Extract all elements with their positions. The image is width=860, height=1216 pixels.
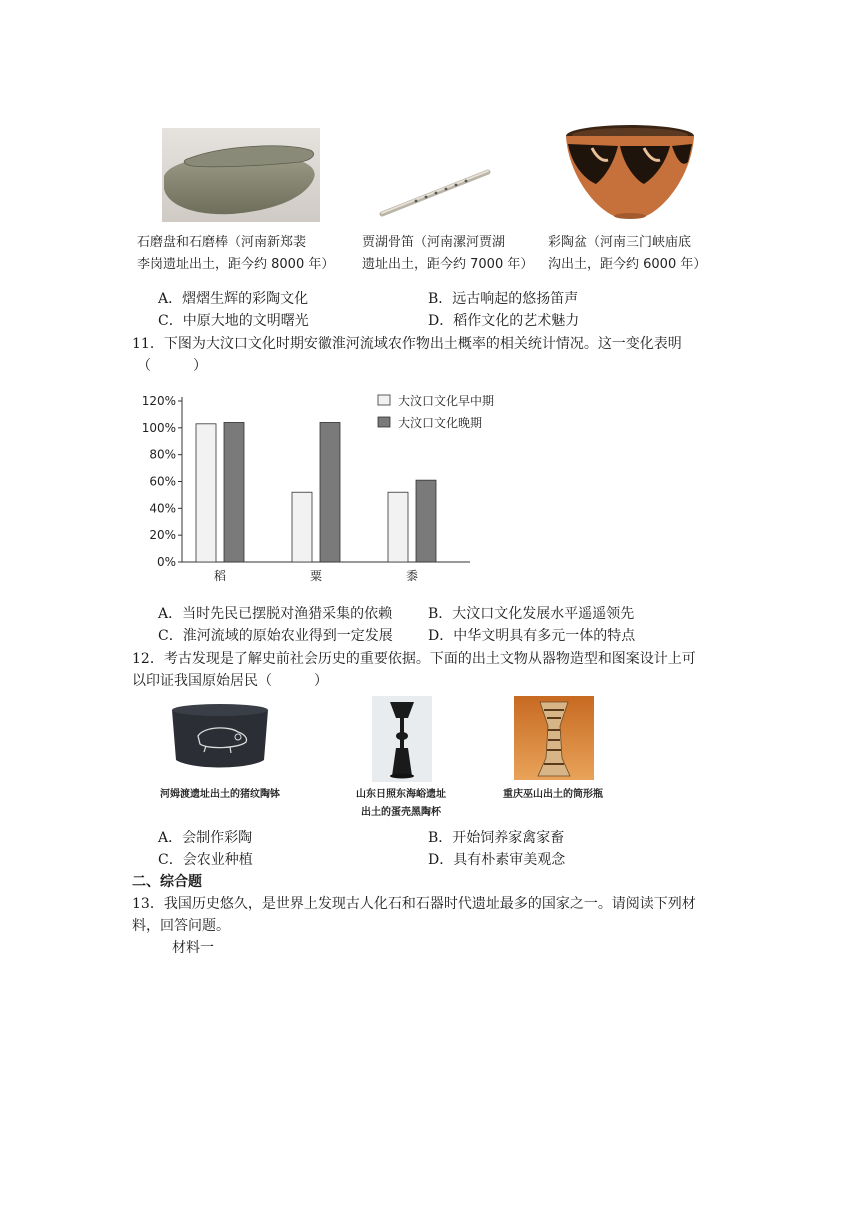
q11-option-c[interactable]: C．淮河流域的原始农业得到一定发展: [158, 628, 393, 644]
q12-question-cont: 以印证我国原始居民（ ）: [132, 673, 328, 689]
crop-probability-chart: [130, 385, 530, 590]
q11-question: 11．下图为大汶口文化时期安徽淮河流域农作物出土概率的相关统计情况。这一变化表明: [132, 336, 682, 352]
bar-early-2: [388, 492, 408, 562]
q10-option-b[interactable]: B．远古响起的悠扬笛声: [428, 291, 579, 307]
grinding-stone-caption: 石磨盘和石磨棒（河南新郑裴 李岗遗址出土，距今约 8000 年）: [137, 235, 335, 272]
black-cup-caption: 山东日照东海峪遗址 出土的蛋壳黑陶杯: [356, 789, 446, 818]
q13-question-cont: 料，回答问题。: [132, 918, 230, 934]
y-tick-label: 0%: [156, 555, 176, 569]
pig-pattern-bowl-image: [168, 700, 272, 774]
q11-option-b[interactable]: B．大汶口文化发展水平遥遥领先: [428, 606, 635, 622]
bar-late-1: [320, 422, 340, 562]
vase-caption: 重庆巫山出土的筒形瓶: [503, 789, 603, 800]
q12-option-c[interactable]: C．会农业种植: [158, 852, 253, 868]
legend-label-early: 大汶口文化早中期: [398, 394, 495, 408]
q10-option-c[interactable]: C．中原大地的文明曙光: [158, 313, 309, 329]
bone-flute-caption: 贾湖骨笛（河南漯河贾湖 遗址出土，距今约 7000 年）: [362, 235, 534, 272]
x-category-label: 黍: [405, 569, 419, 583]
x-axis-labels: [214, 568, 418, 583]
legend-label-late: 大汶口文化晚期: [398, 416, 483, 430]
grinding-stone-image: [162, 128, 320, 222]
q10-option-a[interactable]: A．熠熠生辉的彩陶文化: [158, 291, 309, 307]
eggshell-black-cup-image: [372, 696, 432, 782]
legend: [378, 393, 494, 430]
q12-option-d[interactable]: D．具有朴素审美观念: [428, 852, 566, 868]
q13-question: 13．我国历史悠久，是世界上发现古人化石和石器时代遗址最多的国家之一。请阅读下列材: [132, 896, 696, 912]
x-category-label: 稻: [213, 569, 227, 583]
bone-flute-image: [376, 168, 494, 218]
y-tick-label: 40%: [149, 501, 176, 516]
bar-early-1: [292, 492, 312, 562]
q10-option-d[interactable]: D．稻作文化的艺术魅力: [428, 313, 580, 329]
bar-late-0: [224, 422, 244, 562]
q12-question: 12．考古发现是了解史前社会历史的重要依据。下面的出土文物从器物造型和图案设计上可: [132, 651, 696, 667]
tubular-vase-image: [514, 696, 594, 780]
x-category-label: 粟: [309, 569, 323, 583]
q11-blank: （ ）: [137, 358, 207, 374]
pig-bowl-caption: 河姆渡遗址出土的猪纹陶钵: [160, 789, 280, 800]
y-tick-label: 60%: [149, 474, 176, 489]
y-tick-label: 120%: [141, 394, 176, 408]
pottery-basin-caption: 彩陶盆（河南三门峡庙底 沟出土，距今约 6000 年）: [548, 235, 707, 272]
q11-option-a[interactable]: A．当时先民已摆脱对渔猎采集的依赖: [158, 606, 393, 622]
bar-early-0: [196, 424, 216, 562]
q11-option-d[interactable]: D．中华文明具有多元一体的特点: [428, 628, 636, 644]
legend-swatch-late: [378, 417, 390, 427]
q12-option-b[interactable]: B．开始饲养家禽家畜: [428, 830, 565, 846]
material-one-label: 材料一: [172, 940, 214, 956]
section-heading: 二、综合题: [132, 874, 202, 890]
y-tick-label: 100%: [141, 420, 176, 435]
legend-swatch-early: [378, 395, 390, 405]
q12-option-a[interactable]: A．会制作彩陶: [158, 830, 253, 846]
y-tick-label: 80%: [149, 447, 176, 462]
painted-pottery-basin-image: [562, 122, 698, 220]
y-tick-label: 20%: [149, 528, 176, 543]
bars: [196, 422, 436, 562]
bar-late-2: [416, 480, 436, 562]
